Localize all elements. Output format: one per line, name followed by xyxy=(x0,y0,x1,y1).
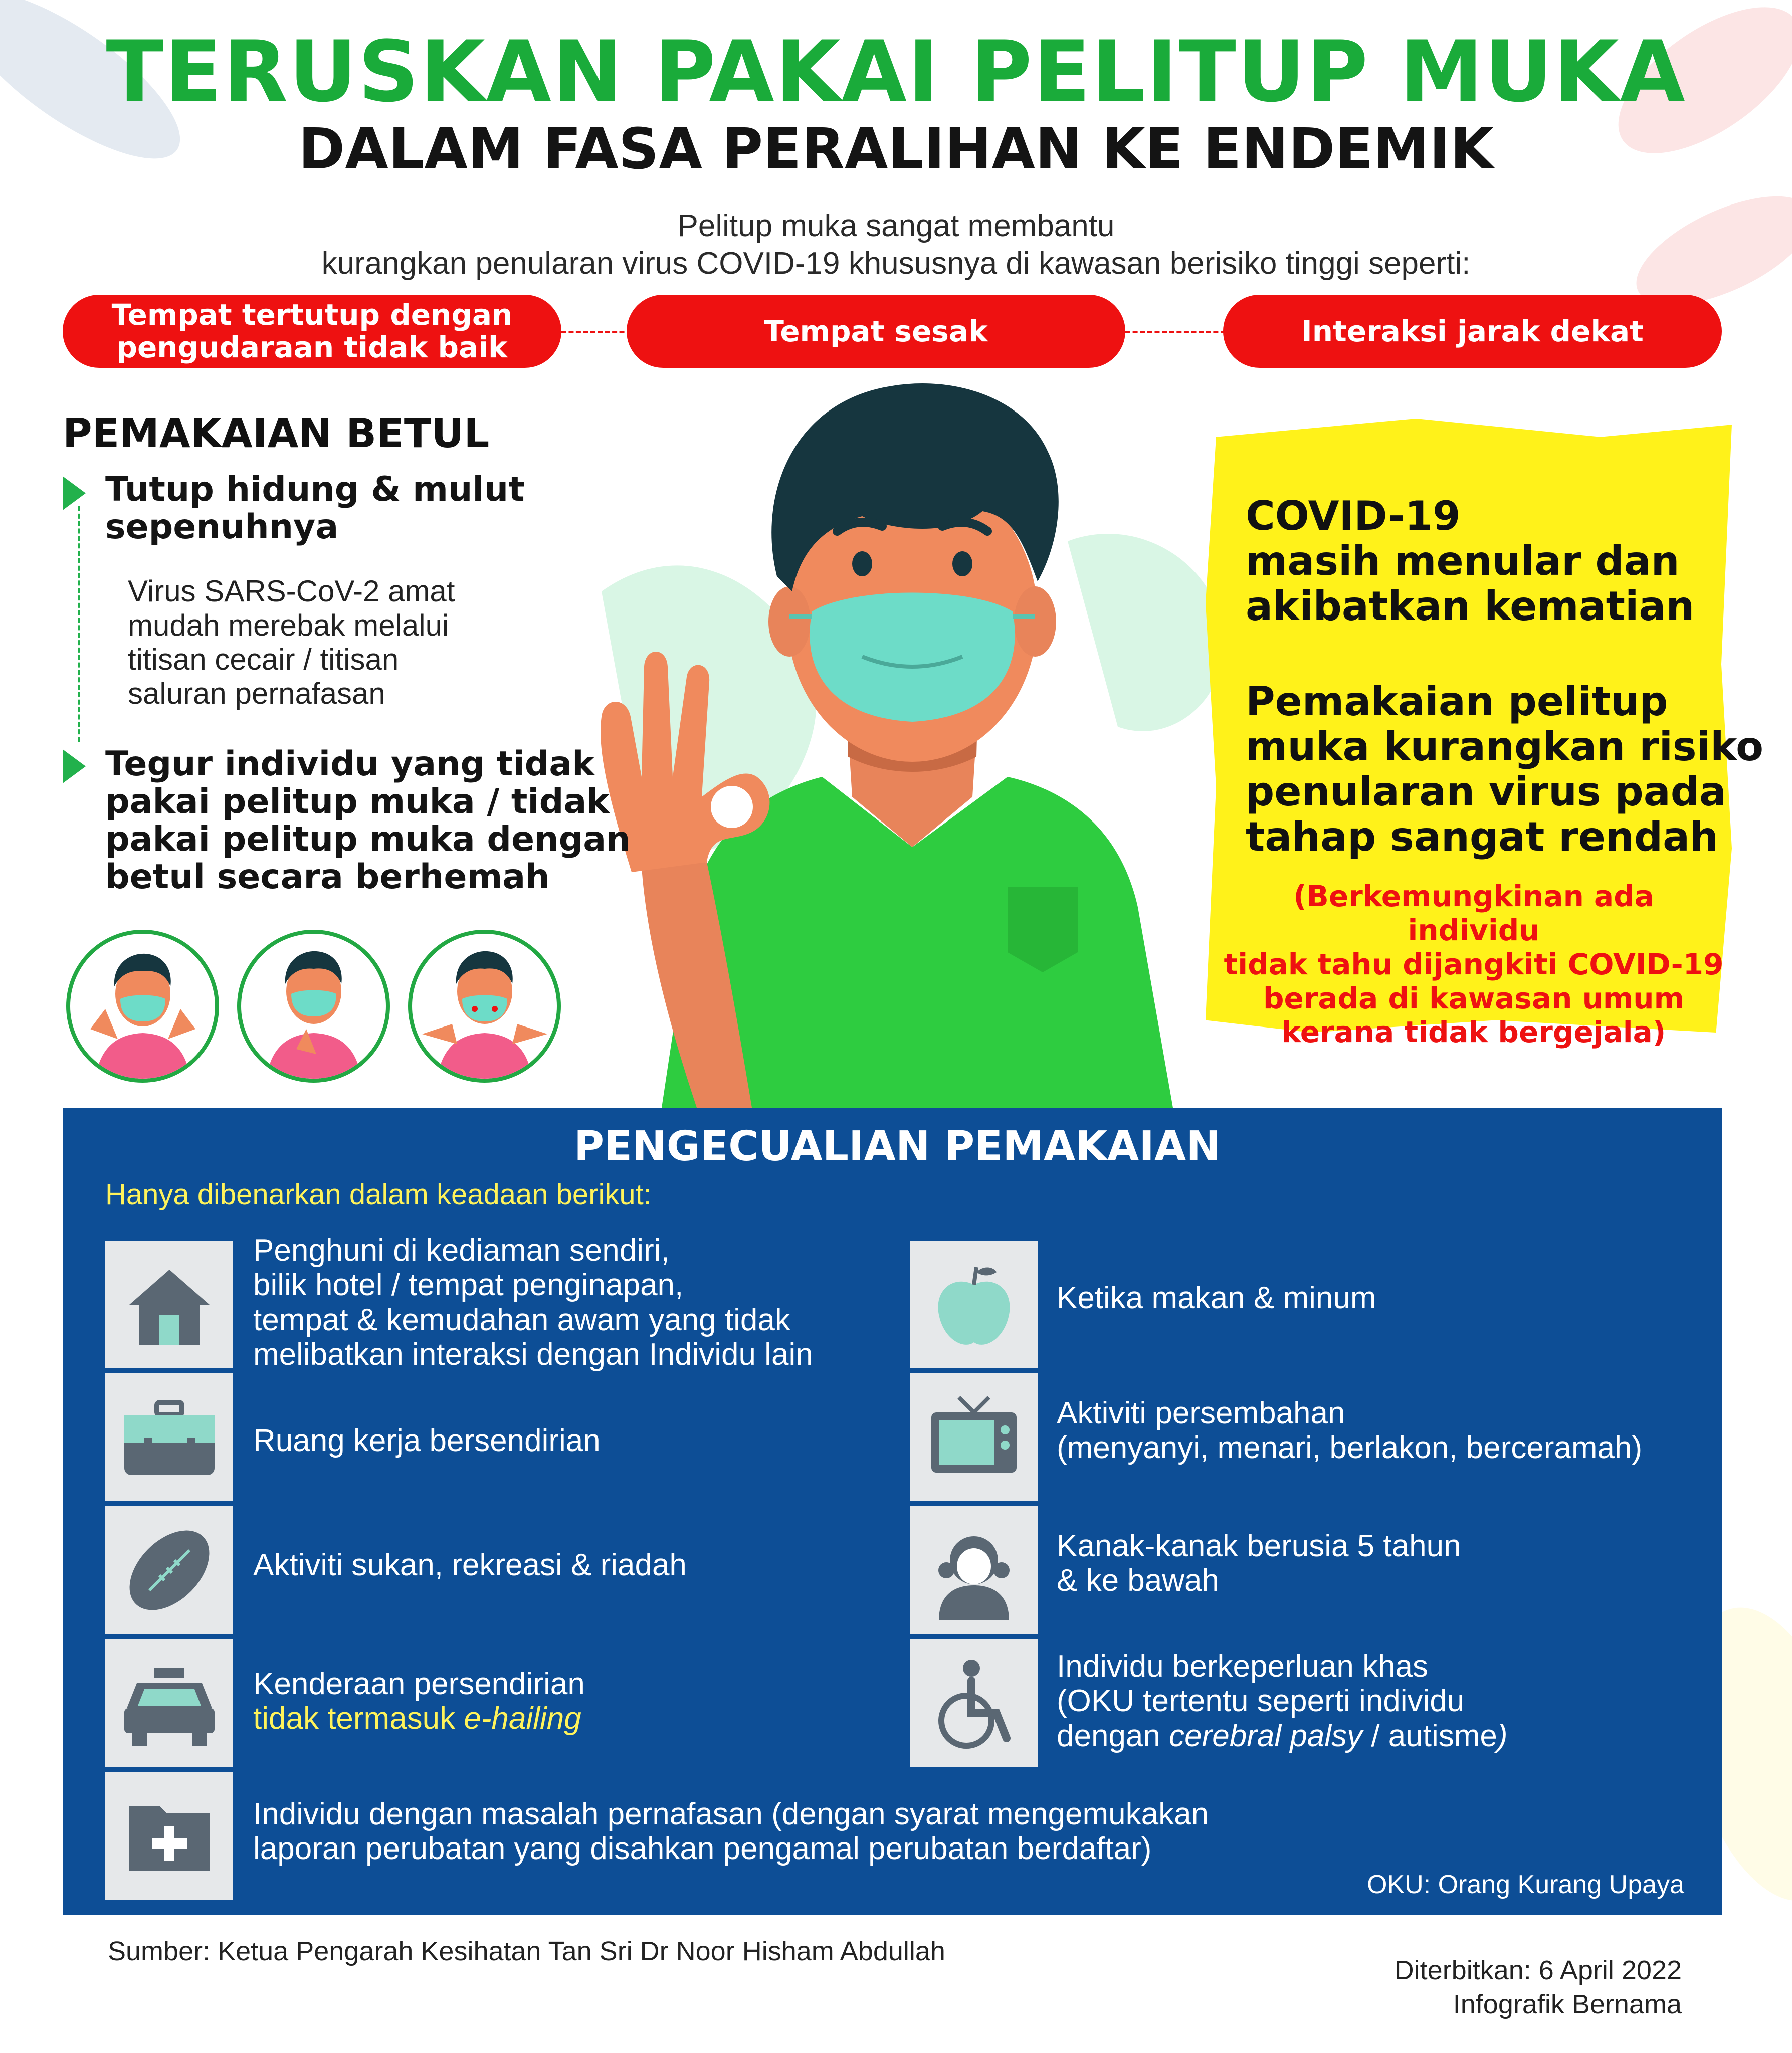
published-date: Diterbitkan: 6 April 2022 xyxy=(1394,1955,1682,1985)
exception-text: Ketika makan & minum xyxy=(1057,1281,1376,1315)
exception-text-line xyxy=(1057,1719,1508,1753)
wheelchair-icon xyxy=(910,1639,1038,1767)
car-icon xyxy=(105,1639,233,1767)
risk-area-pill xyxy=(63,295,561,368)
correct-use-point-title: Tutup hidung & mulut xyxy=(105,470,525,509)
warning-note-line: (Berkemungkinan ada individu xyxy=(1293,879,1654,947)
intro-text-line: kurangkan penularan virus COVID-19 khususnya di kawasan berisiko tinggi seperti: xyxy=(321,246,1471,281)
risk-area-label: pengudaraan tidak baik xyxy=(116,330,508,364)
correct-use-point-desc: Virus SARS-CoV-2 amat xyxy=(128,574,455,608)
exception-text-line xyxy=(253,1701,585,1736)
exception-text-line: (menyanyi, menari, berlakon, berceramah) xyxy=(1057,1430,1643,1466)
exception-text-line: Individu berkeperluan khas xyxy=(1057,1649,1429,1684)
risk-area-label: Tempat tertutup dengan xyxy=(111,298,513,332)
arrow-bullet-icon xyxy=(63,476,86,510)
warning-text: masih menular dan xyxy=(1246,538,1680,584)
exception-text xyxy=(1057,1529,1461,1598)
risk-area-pill xyxy=(1223,295,1722,368)
exception-text xyxy=(1057,1649,1508,1753)
exception-text xyxy=(253,1667,585,1736)
exception-text xyxy=(1057,1396,1642,1466)
exception-text-line: Kenderaan persendirian xyxy=(253,1667,585,1701)
house-icon xyxy=(105,1241,233,1368)
correct-use-heading: PEMAKAIAN BETUL xyxy=(63,410,490,457)
arrow-bullet-icon xyxy=(63,749,86,783)
warning-note xyxy=(1223,880,1724,1050)
risk-area-label: Tempat sesak xyxy=(764,314,988,348)
warning-text: akibatkan kematian xyxy=(1246,583,1695,630)
exception-text-line: laporan perubatan yang disahkan pengamal perubatan berdaftar) xyxy=(253,1831,1152,1867)
apple-icon xyxy=(910,1241,1038,1368)
exception-text: Aktiviti sukan, rekreasi & riadah xyxy=(253,1548,687,1582)
exception-text-line: & ke bawah xyxy=(1057,1563,1219,1598)
exception-text-line: melibatkan interaksi dengan Individu lain xyxy=(253,1337,813,1372)
exception-text-line: Individu dengan masalah pernafasan (dengan syarat mengemukakan xyxy=(253,1797,1209,1831)
exception-text-line: (OKU tertentu seperti individu xyxy=(1057,1684,1465,1719)
exception-text-line-part: / autisme xyxy=(1362,1718,1497,1753)
warning-text: muka kurangkan risiko xyxy=(1246,723,1764,770)
page-subtitle: DALAM FASA PERALIHAN KE ENDEMIK xyxy=(298,117,1494,182)
correct-use-point-title: pakai pelitup muka / tidak xyxy=(105,782,610,822)
exception-text: Ruang kerja bersendirian xyxy=(253,1423,601,1458)
warning-note-line: berada di kawasan umum xyxy=(1263,981,1685,1015)
correct-use-point-title: sepenuhnya xyxy=(105,507,339,547)
risk-area-label: Interaksi jarak dekat xyxy=(1301,314,1644,348)
warning-text: COVID-19 xyxy=(1246,493,1461,539)
warning-text: Pemakaian pelitup xyxy=(1246,678,1668,725)
exception-text-line: Penghuni di kediaman sendiri, xyxy=(253,1233,670,1268)
man-wearing-mask-illustration xyxy=(541,366,1278,1108)
correct-use-point-desc: titisan cecair / titisan xyxy=(128,643,399,676)
exception-text-line-part: ) xyxy=(1497,1718,1508,1753)
intro-text-line: Pelitup muka sangat membantu xyxy=(677,209,1115,243)
bullet-connector xyxy=(78,506,80,742)
exception-text-line: tempat & kemudahan awam yang tidak xyxy=(253,1302,790,1337)
exception-text-line-part: dengan xyxy=(1057,1718,1169,1753)
correct-use-point-title: Tegur individu yang tidak xyxy=(105,744,595,784)
mask-step-illustration xyxy=(237,930,390,1083)
footnote: OKU: Orang Kurang Upaya xyxy=(1367,1870,1684,1899)
mask-step-illustration xyxy=(66,930,219,1083)
pill-connector xyxy=(1125,331,1226,333)
exceptions-panel xyxy=(63,1108,1722,1915)
exception-text-line-part: cerebral palsy xyxy=(1169,1718,1363,1753)
correct-use-point-desc: saluran pernafasan xyxy=(128,677,385,710)
exception-text-line: bilik hotel / tempat penginapan, xyxy=(253,1268,684,1303)
warning-note-line: kerana tidak bergejala) xyxy=(1281,1015,1666,1050)
warning-text: penularan virus pada xyxy=(1246,768,1727,815)
pill-connector xyxy=(561,331,632,333)
exceptions-subtitle: Hanya dibenarkan dalam keadaan berikut: xyxy=(105,1178,652,1211)
exception-text-line-part: tidak termasuk xyxy=(253,1701,464,1736)
correct-use-point-desc: mudah merebak melalui xyxy=(128,608,449,642)
exception-text-line: Aktiviti persembahan xyxy=(1057,1396,1345,1430)
publisher-credit: Infografik Bernama xyxy=(1453,1989,1682,2019)
mask-step-illustration xyxy=(408,930,561,1083)
page-title: TERUSKAN PAKAI PELITUP MUKA xyxy=(106,23,1686,121)
child-icon xyxy=(910,1506,1038,1634)
warning-note-line: tidak tahu dijangkiti COVID-19 xyxy=(1224,947,1724,981)
exception-text-line: Kanak-kanak berusia 5 tahun xyxy=(1057,1529,1461,1563)
warning-text: tahap sangat rendah xyxy=(1246,813,1719,860)
exception-text xyxy=(253,1797,1209,1867)
exception-text-line-part: e-hailing xyxy=(464,1701,581,1736)
medical-folder-icon xyxy=(105,1772,233,1900)
rugby-ball-icon xyxy=(105,1506,233,1634)
television-icon xyxy=(910,1373,1038,1501)
correct-use-point-title: betul secara berhemah xyxy=(105,857,550,897)
exceptions-title: PENGECUALIAN PEMAKAIAN xyxy=(574,1123,1221,1170)
exception-text xyxy=(253,1233,813,1372)
briefcase-icon xyxy=(105,1373,233,1501)
correct-use-point-title: pakai pelitup muka dengan xyxy=(105,819,631,859)
source-credit: Sumber: Ketua Pengarah Kesihatan Tan Sri Dr Noor Hisham Abdullah xyxy=(108,1936,945,1966)
risk-area-pill xyxy=(627,295,1125,368)
